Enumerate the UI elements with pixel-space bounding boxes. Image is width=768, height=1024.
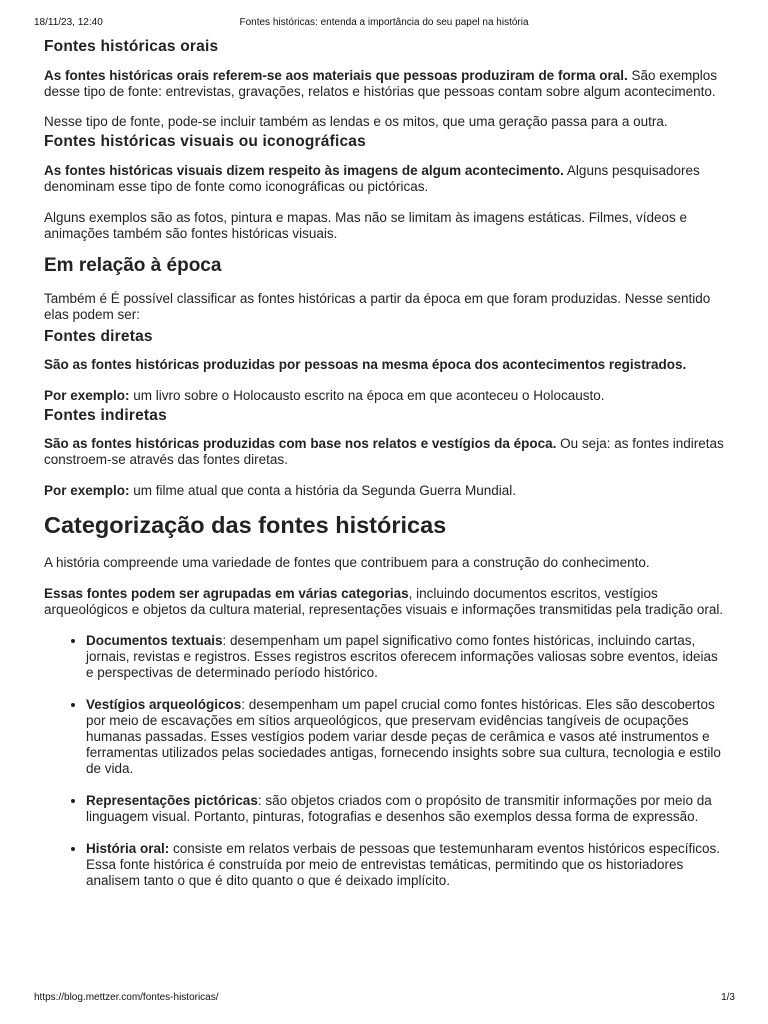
- paragraph-orais-1: [44, 68, 728, 100]
- paragraph-visuais-1: [44, 163, 728, 195]
- print-datetime: 18/11/23, 12:40: [34, 17, 103, 28]
- paragraph-orais-1-bold: As fontes históricas orais referem-se aos materiais que pessoas produziram de forma oral.: [44, 68, 628, 83]
- paragraph-indiretas-1-bold: São as fontes históricas produzidas com base nos relatos e vestígios da época.: [44, 436, 557, 451]
- list-item-title: Documentos textuais: [86, 633, 223, 648]
- print-page-title: Fontes históricas: entenda a importância do seu papel na história: [239, 17, 529, 28]
- list-item-title: Vestígios arqueológicos: [86, 697, 242, 712]
- list-item-text: : são objetos criados com o propósito de transmitir informações por meio da linguagem visual. Portanto, pinturas, fotografias e desenhos são exemplos dessa forma de expressão.: [86, 793, 712, 824]
- paragraph-diretas-1-bold: São as fontes históricas produzidas por pessoas na mesma época dos acontecimentos registrados.: [44, 357, 687, 372]
- paragraph-categorizacao-2: [44, 586, 728, 618]
- paragraph-visuais-1-bold: As fontes históricas visuais dizem respeito às imagens de algum acontecimento.: [44, 163, 564, 178]
- heading-em-relacao-epoca: Em relação à época: [44, 255, 222, 276]
- list-item: [86, 841, 728, 889]
- print-header: [0, 17, 768, 31]
- paragraph-epoca-1: Também é É possível classificar as fontes históricas a partir da época em que foram produzidas. Nesse sentido elas podem ser:: [44, 291, 711, 322]
- heading-categorizacao: Categorização das fontes históricas: [44, 512, 447, 538]
- paragraph-diretas-2: [44, 388, 728, 404]
- print-url: https://blog.mettzer.com/fontes-historicas/: [34, 992, 219, 1003]
- paragraph-indiretas-1-text: Ou seja: as fontes indiretas constroem-se através das fontes diretas.: [44, 436, 724, 467]
- paragraph-categorizacao-1: A história compreende uma variedade de fontes que contribuem para a construção do conhecimento.: [44, 555, 650, 570]
- paragraph-diretas-2-bold: Por exemplo:: [44, 388, 130, 403]
- list-item-text: : desempenham um papel significativo como fontes históricas, incluindo cartas, jornais, revistas e registros. Esses registros escritos oferecem informações valiosas sobre eventos, ideias e perspectivas de determinado período histórico.: [86, 633, 718, 680]
- heading-fontes-diretas: Fontes diretas: [44, 328, 153, 345]
- paragraph-indiretas-2-text: um filme atual que conta a história da Segunda Guerra Mundial.: [129, 483, 517, 498]
- paragraph-orais-2: Nesse tipo de fonte, pode-se incluir também as lendas e os mitos, que uma geração passa para a outra.: [44, 114, 668, 129]
- list-item: [86, 697, 728, 777]
- print-page-number: 1/3: [721, 992, 735, 1003]
- paragraph-indiretas-2: [44, 483, 728, 499]
- paragraph-orais-1-text: São exemplos desse tipo de fonte: entrevistas, gravações, relatos e histórias que pessoas contam sobre algum acontecimento.: [44, 68, 718, 99]
- heading-fontes-visuais: Fontes históricas visuais ou iconográficas: [44, 133, 366, 150]
- paragraph-indiretas-2-bold: Por exemplo:: [44, 483, 130, 498]
- paragraph-visuais-2: Alguns exemplos são as fotos, pintura e mapas. Mas não se limitam às imagens estáticas. Filmes, vídeos e animações também são fontes históricas visuais.: [44, 210, 688, 241]
- list-item: [86, 793, 728, 825]
- paragraph-visuais-1-text: Alguns pesquisadores denominam esse tipo de fonte como iconográficas ou pictóricas.: [44, 163, 700, 194]
- list-item-text: : desempenham um papel crucial como fontes históricas. Eles são descobertos por meio de escavações em sítios arqueológicos, que preservam evidências tangíveis de ocupações humanas passadas. Esses vestígios podem variar desde peças de cerâmica e vasos até instrumentos e ferramentas utilizados pelas sociedades antigas, fornecendo insights sobre sua cultura, tecnologia e estilo de vida.: [86, 697, 721, 776]
- paragraph-indiretas-1: [44, 436, 728, 468]
- paragraph-categorizacao-2-bold: Essas fontes podem ser agrupadas em várias categorias: [44, 586, 409, 601]
- paragraph-diretas-1: [44, 357, 728, 373]
- heading-fontes-orais: Fontes históricas orais: [44, 38, 219, 55]
- paragraph-diretas-2-text: um livro sobre o Holocausto escrito na época em que aconteceu o Holocausto.: [129, 388, 605, 403]
- paragraph-categorizacao-2-text: , incluindo documentos escritos, vestígios arqueológicos e objetos da cultura material, representações visuais e informações transmitidas pela tradição oral.: [44, 586, 724, 617]
- article-content: [44, 36, 728, 889]
- categories-list: [44, 633, 728, 889]
- list-item-title: História oral:: [86, 841, 170, 856]
- print-footer: [0, 992, 768, 1006]
- list-item-title: Representações pictóricas: [86, 793, 258, 808]
- heading-fontes-indiretas: Fontes indiretas: [44, 407, 167, 424]
- list-item-text: consiste em relatos verbais de pessoas que testemunharam eventos históricos específicos. Essa fonte histórica é construída por meio de entrevistas temáticas, permitindo que os historiadores analisem tanto o que é dito quanto o que é deixado implícito.: [86, 841, 721, 888]
- list-item: [86, 633, 728, 681]
